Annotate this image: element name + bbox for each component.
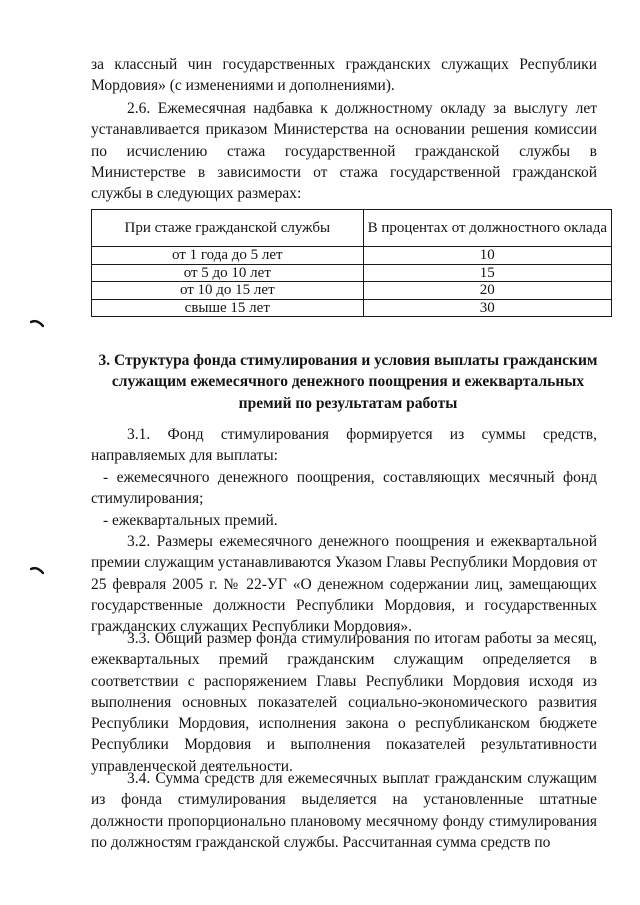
table-cell-service: свыше 15 лет: [92, 299, 364, 317]
section-3-title: 3. Структура фонда стимулирования и условия выплаты гражданским служащим ежемесячного денежного поощрения и ежеквартальных премий по результатам работы: [98, 352, 598, 412]
table-cell-percent: 20: [363, 282, 611, 300]
table-row: [92, 282, 612, 300]
table-row: [92, 264, 612, 282]
table-cell-percent: 30: [363, 299, 611, 317]
table-cell-service: от 5 до 10 лет: [92, 264, 364, 282]
list-item: - ежемесячного денежного поощрения, составляющих месячный фонд стимулирования;: [91, 469, 597, 508]
table-cell-percent: 10: [363, 247, 611, 265]
paragraph-3-2: 3.2. Размеры ежемесячного денежного поощрения и ежеквартальной премии служащим устанавливаются Указом Главы Республики Мордовия от 25 февраля 2005 г. № 22-УГ «О денежном содержании лиц, замещающих государственные должности Республики Мордовия, и государственных гражданских служащих Республики Мордовия».: [91, 533, 597, 636]
table-header-cell: В процентах от должностного оклада: [363, 210, 611, 247]
table-cell-service: от 10 до 15 лет: [92, 282, 364, 300]
paragraph-3-4: 3.4. Сумма средств для ежемесячных выплат гражданским служащим из фонда стимулирования выделяется на установленные штатные должности пропорционально плановому месячному фонду стимулирования по должностям гражданской службы. Рассчитанная сумма средств по: [91, 770, 597, 851]
scan-punch-mark-icon: [30, 318, 44, 328]
table-row: [92, 299, 612, 317]
table-header-cell: При стаже гражданской службы: [92, 210, 364, 247]
scan-punch-mark-icon: [30, 565, 44, 575]
paragraph-3-1: 3.1. Фонд стимулирования формируется из суммы средств, направляемых для выплаты:: [91, 426, 597, 465]
paragraph-continuation: за классный чин государственных гражданских служащих Республики Мордовия» (с изменениями и дополнениями).: [91, 56, 597, 95]
list-item: - ежеквартальных премий.: [103, 512, 278, 529]
table-cell-percent: 15: [363, 264, 611, 282]
table-cell-service: от 1 года до 5 лет: [92, 247, 364, 265]
table-header-row: [92, 210, 612, 247]
paragraph-2-6: 2.6. Ежемесячная надбавка к должностному окладу за выслугу лет устанавливается приказом Министерства на основании решения комиссии по исчислению стажа государственной гражданской службы в Министерстве в зависимости от стажа государственной гражданской службы в следующих размерах:: [91, 100, 597, 203]
paragraph-3-3: 3.3. Общий размер фонда стимулирования по итогам работы за месяц, ежеквартальных премий гражданским служащим определяется в соответствии с распоряжением Главы Республики Мордовия исходя из выполнения основных показателей социально-экономического развития Республики Мордовия, исполнения закона о республиканском бюджете Республики Мордовия и выполнения показателей результативности управленческой деятельности.: [91, 630, 597, 775]
service-length-table: [91, 209, 612, 317]
table-row: [92, 247, 612, 265]
